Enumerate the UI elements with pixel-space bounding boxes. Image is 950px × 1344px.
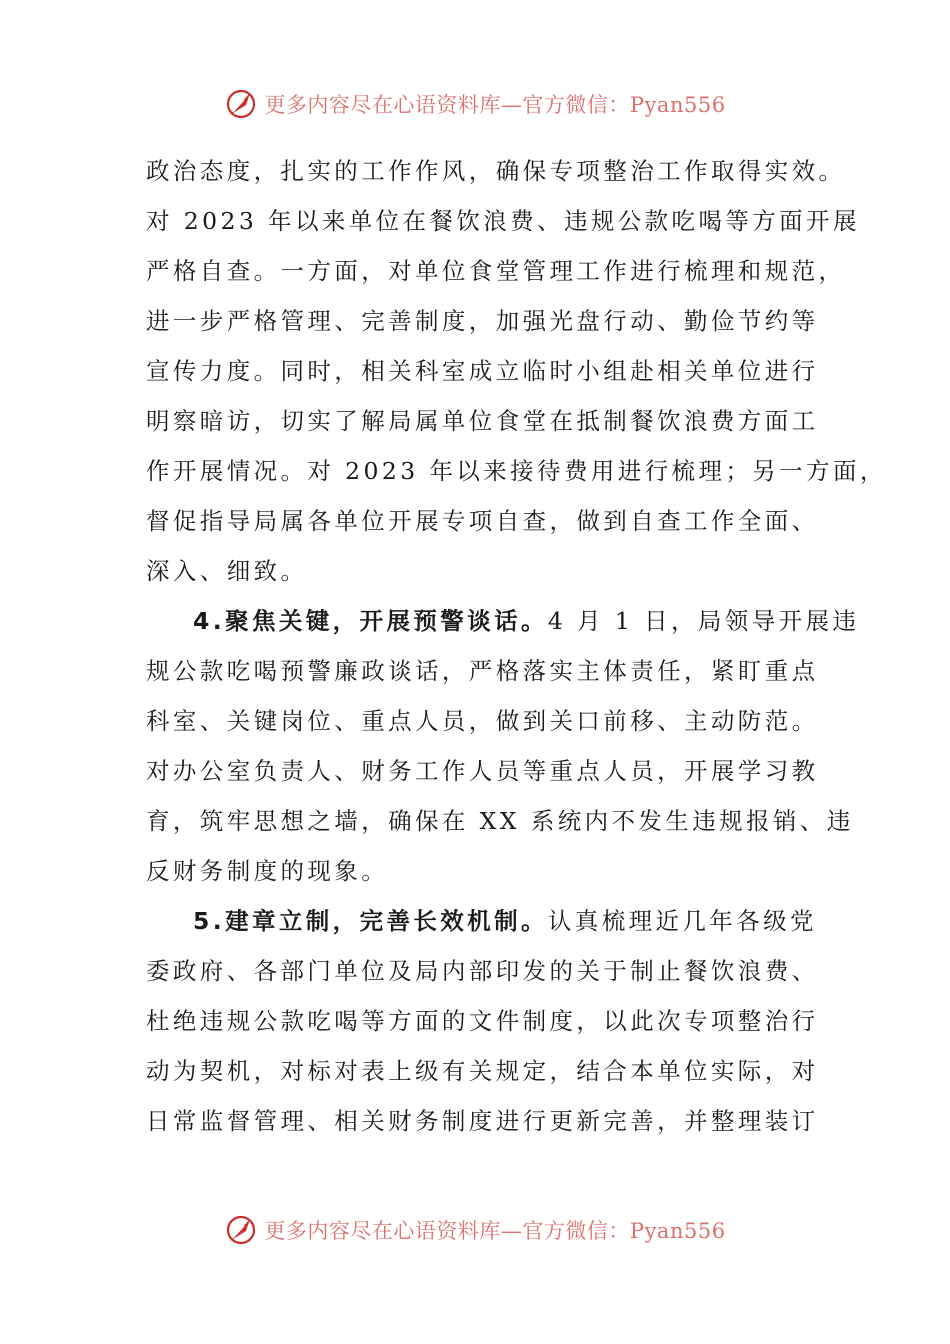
line-text: 杜绝违规公款吃喝等方面的文件制度，以此次专项整治行 [146,1007,819,1035]
line-text: 规公款吃喝预警廉政谈话，严格落实主体责任，紧盯重点 [146,657,819,685]
line-text: 认真梳理近几年各级党 [547,907,817,935]
quill-logo-icon [224,87,258,121]
line-text: 反财务制度的现象。 [146,857,389,885]
text-line [146,396,826,446]
line-text: 4 月 1 日，局领导开展违 [547,607,860,635]
text-line [146,946,826,996]
document-body [146,146,887,1146]
line-text: 育，筑牢思想之墙，确保在 XX 系统内不发生违规报销、违 [146,807,854,835]
text-line [146,146,846,196]
header-banner-text: 更多内容尽在心语资料库—官方微信：Pyan556 [264,93,726,117]
footer-banner-text: 更多内容尽在心语资料库—官方微信：Pyan556 [264,1219,726,1243]
line-text: 对 2023 年以来单位在餐饮浪费、违规公款吃喝等方面开展 [146,207,860,235]
line-text: 对办公室负责人、财务工作人员等重点人员，开展学习教 [146,757,819,785]
text-line [146,796,854,846]
text-line [146,496,826,546]
text-line [146,1096,826,1146]
text-line [146,846,826,896]
line-text: 督促指导局属各单位开展专项自查，做到自查工作全面、 [146,507,819,535]
footer-banner [0,1210,950,1250]
line-text: 深入、细致。 [146,557,308,585]
line-text: 作开展情况。对 2023 年以来接待费用进行梳理；另一方面， [146,457,887,485]
line-text: 进一步严格管理、完善制度，加强光盘行动、勤俭节约等 [146,307,819,335]
text-line [146,896,826,946]
text-line [146,746,826,796]
quill-logo-icon [224,1213,258,1247]
text-line [146,1046,826,1096]
text-line [146,596,860,646]
section-heading: 4.聚焦关键，开展预警谈话。 [193,607,548,635]
text-line [146,196,860,246]
text-line [146,446,887,496]
text-line [146,296,826,346]
text-line [146,646,826,696]
text-line [146,546,826,596]
line-text: 宣传力度。同时，相关科室成立临时小组赴相关单位进行 [146,357,819,385]
header-banner [0,84,950,124]
line-text: 严格自查。一方面，对单位食堂管理工作进行梳理和规范， [146,257,846,285]
line-text: 政治态度，扎实的工作作风，确保专项整治工作取得实效。 [146,157,846,185]
line-text: 日常监督管理、相关财务制度进行更新完善，并整理装订 [146,1107,819,1135]
text-line [146,996,826,1046]
line-text: 委政府、各部门单位及局内部印发的关于制止餐饮浪费、 [146,957,819,985]
text-line [146,246,846,296]
line-text: 明察暗访，切实了解局属单位食堂在抵制餐饮浪费方面工 [146,407,819,435]
text-line [146,346,826,396]
text-line [146,696,826,746]
section-heading: 5.建章立制，完善长效机制。 [193,907,548,935]
line-text: 科室、关键岗位、重点人员，做到关口前移、主动防范。 [146,707,819,735]
line-text: 动为契机，对标对表上级有关规定，结合本单位实际，对 [146,1057,819,1085]
